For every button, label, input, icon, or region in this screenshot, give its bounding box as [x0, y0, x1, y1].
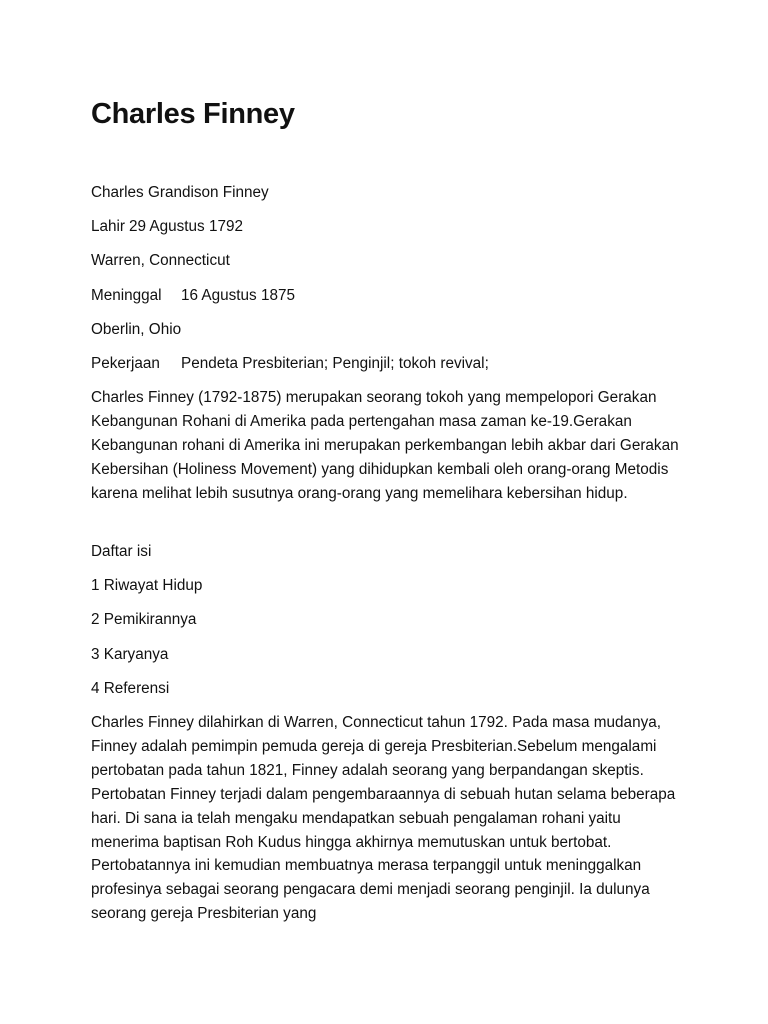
- died-label: Meninggal: [91, 287, 162, 304]
- biography-paragraph: Charles Finney dilahirkan di Warren, Connecticut tahun 1792. Pada masa mudanya, Finney adalah pemimpin pemuda gereja di gereja Presbiterian.Sebelum mengalami pertobatan pada tahun 1821, Finney adalah seorang yang berpandangan skeptis. Pertobatan Finney terjadi dalam pengembaraannya di sebuah hutan selama beberapa hari. Di sana ia telah mengaku mendapatkan sebuah pengalaman rohani yaitu menerima baptisan Roh Kudus hingga akhirnya memutuskan untuk bertobat. Pertobatannya ini kemudian membuatnya merasa terpanggil untuk meninggalkan profesinya sebagai seorang pengacara demi menjadi seorang penginjil. Ia dulunya seorang gereja Presbiterian yang: [91, 714, 676, 923]
- toc-item: 3 Karyanya: [91, 646, 169, 663]
- toc-item: 4 Referensi: [91, 680, 170, 697]
- died-place: Oberlin, Ohio: [91, 321, 182, 338]
- born-row: [91, 215, 243, 239]
- full-name: Charles Grandison Finney: [91, 184, 269, 201]
- died-date: 16 Agustus 1875: [181, 287, 295, 304]
- died-row: [91, 284, 295, 308]
- toc-item: 1 Riwayat Hidup: [91, 577, 203, 594]
- born-date: 29 Agustus 1792: [129, 218, 243, 235]
- intro-paragraph: Charles Finney (1792-1875) merupakan seorang tokoh yang mempelopori Gerakan Kebangunan Rohani di Amerika pada pertengahan masa zaman ke-19.Gerakan Kebangunan rohani di Amerika ini merupakan perkembangan lebih akbar dari Gerakan Kebersihan (Holiness Movement) yang dihidupkan kembali oleh orang-orang Metodis karena melihat lebih susutnya orang-orang yang memelihara kebersihan hidup.: [91, 389, 679, 502]
- toc-item: 2 Pemikirannya: [91, 611, 197, 628]
- occupation-row: [91, 352, 489, 376]
- occupation-value: Pendeta Presbiterian; Penginjil; tokoh revival;: [181, 355, 489, 372]
- born-label: Lahir: [91, 218, 126, 235]
- page-title: Charles Finney: [91, 98, 295, 130]
- occupation-label: Pekerjaan: [91, 355, 160, 372]
- born-place: Warren, Connecticut: [91, 252, 230, 269]
- toc-heading: Daftar isi: [91, 543, 152, 560]
